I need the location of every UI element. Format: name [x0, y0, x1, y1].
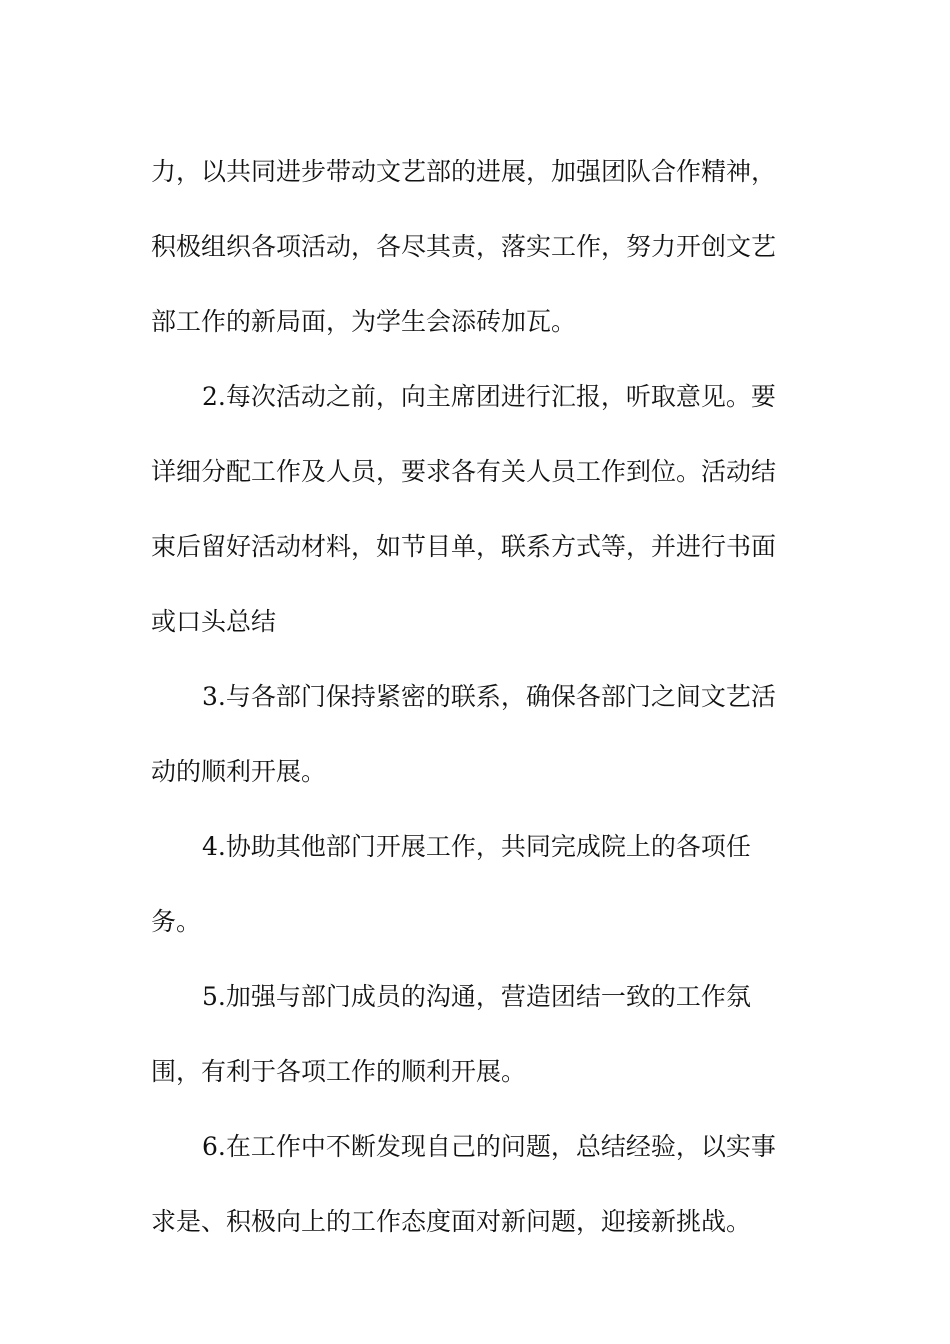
paragraph-item-5 [151, 959, 801, 1109]
text-line: 3.与各部门保持紧密的联系，确保各部门之间文艺活 [202, 682, 776, 711]
text-line: 积极组织各项活动，各尽其责，落实工作，努力开创文艺 [151, 232, 777, 261]
text-line: 动的顺利开展。 [151, 757, 327, 786]
text-line: 务。 [151, 907, 202, 936]
paragraph-continuation [151, 134, 801, 359]
text-line: 部工作的新局面，为学生会添砖加瓦。 [151, 307, 577, 336]
text-line: 2.每次活动之前，向主席团进行汇报，听取意见。要 [202, 382, 776, 411]
paragraph-item-4 [151, 809, 801, 959]
paragraph-item-2 [151, 359, 801, 659]
paragraph-item-3 [151, 659, 801, 809]
text-line: 力，以共同进步带动文艺部的进展，加强团队合作精神， [151, 157, 777, 186]
paragraph-item-6 [151, 1109, 801, 1259]
text-line: 5.加强与部门成员的沟通，营造团结一致的工作氛 [202, 982, 751, 1011]
text-line: 围，有利于各项工作的顺利开展。 [151, 1057, 527, 1086]
text-line: 6.在工作中不断发现自己的问题，总结经验，以实事 [202, 1132, 776, 1161]
document-body [151, 134, 801, 1259]
text-line: 或口头总结 [151, 607, 277, 636]
text-line: 束后留好活动材料，如节目单，联系方式等，并进行书面 [151, 532, 777, 561]
text-line: 详细分配工作及人员，要求各有关人员工作到位。活动结 [151, 457, 777, 486]
text-line: 求是、积极向上的工作态度面对新问题，迎接新挑战。 [151, 1207, 752, 1236]
text-line: 4.协助其他部门开展工作，共同完成院上的各项任 [202, 832, 751, 861]
